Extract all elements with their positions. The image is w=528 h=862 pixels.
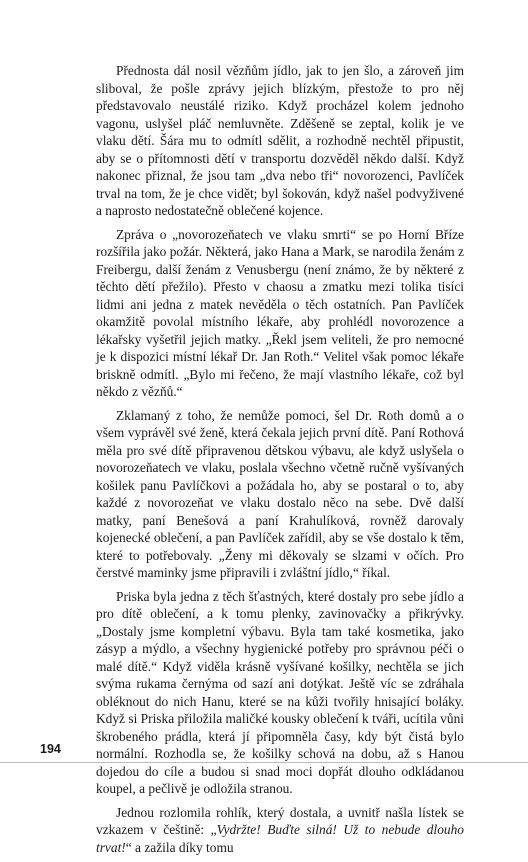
paragraph-1: [96, 62, 464, 220]
bottom-rule-divider: [0, 762, 528, 763]
paragraph-5: [96, 804, 464, 857]
paragraph-4: [96, 588, 464, 798]
paragraph-1-text: Přednosta dál nosil vězňům jídlo, jak to jen šlo, a zároveň jim sliboval, že pošle zprávy jejich blízkým, přestože to pro něj představovalo neustálé riziko. Když procházel kolem jednoho vagonu, uslyšel pláč nemluvněte. Zděšeně se zeptal, kolik je ve vlaku dětí. Šára mu to odmítl sdělit, a rozhodně nechtěl připustit, aby se o přítomnosti dětí v transportu dozvěděl někdo další. Když nakonec přiznal, že jsou tam „dva nebo tři“ novorozenci, Pavlíček trval na tom, že je chce vidět; byl šokován, když našel podvyživené a naprosto nedostatečně oblečené kojence.: [96, 63, 464, 218]
paragraph-5-text-a: Jednou rozlomila rohlík, který dostala, a uvnitř našla lístek se vzkazem v češtině: „: [96, 804, 464, 837]
paragraph-2-text: Zpráva o „novorozeňatech ve vlaku smrti“ se po Horní Bříze rozšířila jako požár. Některá, jako Hana a Mark, se narodila ženám z Freibergu, další ženám z Venusbergu (není známo, že by některé z těchto dětí přežilo). Přesto v chaosu a zmatku mezi tolika tisíci lidmi ani jedna z matek nevěděla o těch ostatních. Pan Pavlíček okamžitě povolal místního lékaře, aby prohlédl novorozence a lékařsky vyšetřil jejich matky. „Řekl jsem veliteli, že pro nemocné je k dispozici místní lékař Dr. Jan Roth.“ Velitel však pomoc lékaře briskně odmítl. „Bylo mi řečeno, že mají vlastního lékaře, což byl někdo z vězňů.“: [96, 226, 464, 399]
paragraph-3: [96, 407, 464, 582]
paragraph-5-text-b: “ a zažila díky tomu: [125, 839, 234, 855]
page-number: 194: [40, 742, 61, 756]
paragraph-4-text: Priska byla jedna z těch šťastných, které dostaly pro sebe jídlo a pro dítě oblečení, a k tomu plenky, zavinovačky a přikrývky. „Dostaly jsme kompletní výbavu. Byla tam také kosmetika, jako zásyp a mýdlo, a všechny hygienické potřeby pro správnou péči o malé dítě.“ Když viděla krásně vyšívané košilky, nechtěla se jich svýma rukama černýma od sazí ani dotýkat. Ještě víc se zdráhala obléknout do nich Hanu, které se na kůži tvořily hnisající boláky. Když si Priska přiložila maličké kousky oblečení k tváři, ucítila vůni škrobeného prádla, která jí připomněla časy, kdy být čistá bylo normální. Rozhodla se, že košilky schová na dobu, až s Hanou dojedou do cíle a budou si snad moci dopřát dlouho odkládanou koupel, a pečlivě je odložila stranou.: [96, 588, 464, 796]
paragraph-3-text: Zklamaný z toho, že nemůže pomoci, šel Dr. Roth domů a o všem vyprávěl své ženě, která čekala jejich první dítě. Paní Rothová měla pro své dítě připravenou dětskou výbavu, ale když uslyšela o novorozeňatech ve vlaku, poslala všechno včetně ručně vyšívaných košilek panu Pavlíčkovi a požádala ho, aby se postaral o to, aby každé z novorozeňat ve vlaku dostalo něco na sebe. Dvě další matky, paní Benešová a paní Krahulíková, rovněž darovaly kojenecké oblečení, a pan Pavlíček zařídil, aby se vše dostalo k těm, které to potřebovaly. „Ženy mi děkovaly se slzami v očích. Pro čerstvé maminky jsme připravili i zvláštní jídlo,“ říkal.: [96, 407, 464, 580]
paragraph-2: [96, 226, 464, 401]
body-text: [96, 62, 464, 862]
paragraph-5-quote-italic: Vydržte! Buďte silná! Už to nebude dlouho trvat!: [96, 822, 464, 855]
